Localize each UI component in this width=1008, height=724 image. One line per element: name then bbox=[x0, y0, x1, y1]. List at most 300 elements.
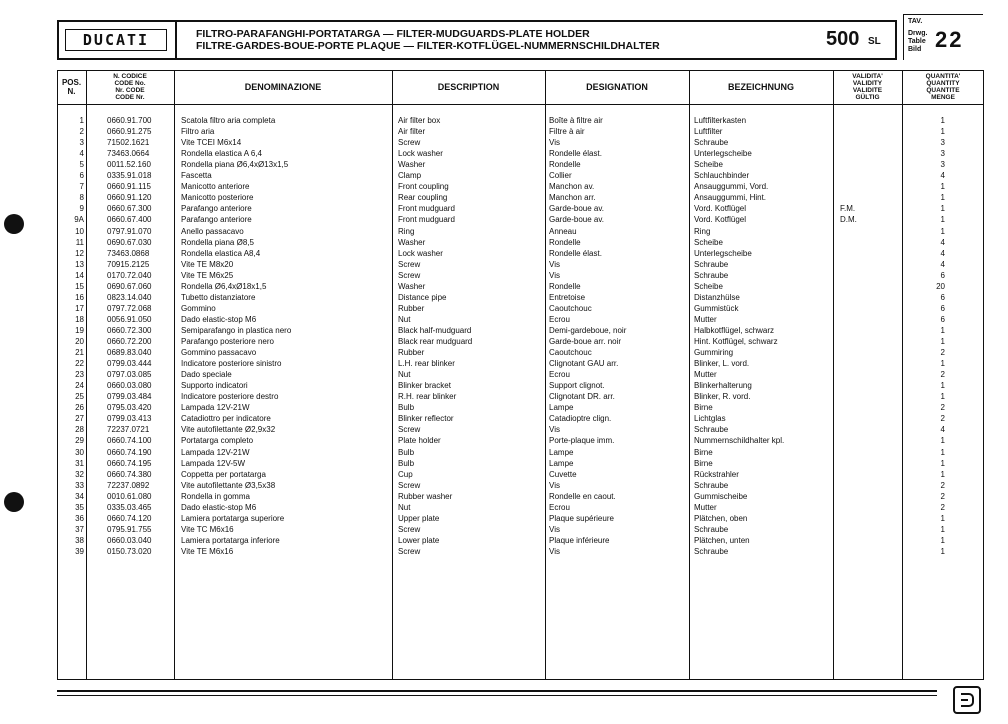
row-pos: 28 bbox=[75, 425, 84, 435]
column-divider bbox=[86, 70, 87, 680]
row-bezeichnung: Gummistück bbox=[694, 303, 739, 313]
row-quantity: 1 bbox=[940, 116, 945, 125]
row-designation: Vis bbox=[549, 270, 560, 280]
row-description: Screw bbox=[398, 524, 421, 534]
row-designation: Clignotant GAU arr. bbox=[549, 359, 619, 369]
row-bezeichnung: Scheibe bbox=[694, 281, 723, 291]
row-denominazione: Vite autofilettante Ø2,9x32 bbox=[181, 425, 276, 435]
row-bezeichnung: Distanzhülse bbox=[694, 292, 740, 302]
brand-logo: DUCATI bbox=[65, 29, 167, 51]
footer-rule bbox=[57, 690, 937, 692]
col-header-validity-line: GÜLTIG bbox=[855, 94, 880, 101]
row-quantity: 1 bbox=[940, 359, 945, 369]
row-code: 0010.61.080 bbox=[107, 491, 152, 501]
col-header-quantity-line: QUANTITE bbox=[926, 87, 960, 94]
row-pos: 20 bbox=[75, 337, 84, 346]
row-bezeichnung: Luftfilterkasten bbox=[694, 116, 747, 125]
row-bezeichnung: Halbkotflügel, schwarz bbox=[694, 325, 775, 335]
row-pos: 9A bbox=[74, 215, 84, 225]
row-designation: Boîte à filtre air bbox=[549, 116, 603, 125]
row-quantity: 1 bbox=[940, 325, 945, 335]
row-quantity: 3 bbox=[940, 149, 945, 159]
row-bezeichnung: Birne bbox=[694, 458, 713, 468]
col-header-validity-line: VALIDITE bbox=[852, 87, 883, 94]
row-designation: Collier bbox=[549, 171, 572, 181]
row-denominazione: Indicatore posteriore destro bbox=[181, 392, 279, 402]
row-denominazione: Portatarga completo bbox=[181, 436, 254, 446]
row-pos: 26 bbox=[75, 403, 84, 413]
row-code: 0660.67.300 bbox=[107, 204, 152, 214]
row-denominazione: Fascetta bbox=[181, 171, 212, 181]
row-pos: 22 bbox=[75, 359, 84, 369]
col-header-denominazione: DENOMINAZIONE bbox=[244, 82, 322, 92]
col-header-quantity-line: QUANTITY bbox=[926, 80, 960, 87]
row-description: Screw bbox=[398, 259, 421, 269]
col-header-code-line: Nr. CODE bbox=[115, 87, 145, 94]
row-validity: F.M. bbox=[840, 204, 856, 214]
row-designation: Vis bbox=[549, 138, 560, 148]
row-designation: Support clignot. bbox=[549, 381, 605, 391]
row-code: 0660.74.120 bbox=[107, 513, 152, 523]
row-designation: Catadioptre clign. bbox=[549, 414, 612, 424]
row-denominazione: Vite TCEI M6x14 bbox=[181, 138, 242, 148]
row-quantity: 6 bbox=[940, 292, 945, 302]
row-designation: Vis bbox=[549, 259, 560, 269]
row-description: Cup bbox=[398, 469, 413, 479]
row-bezeichnung: Scheibe bbox=[694, 237, 723, 247]
column-divider bbox=[545, 70, 546, 680]
row-denominazione: Lampada 12V-21W bbox=[181, 403, 250, 413]
row-designation: Garde-boue av. bbox=[549, 204, 604, 214]
row-bezeichnung: Birne bbox=[694, 403, 713, 413]
row-code: 0150.73.020 bbox=[107, 546, 152, 556]
row-denominazione: Dado elastic-stop M6 bbox=[181, 314, 257, 324]
row-code: 0056.91.050 bbox=[107, 314, 152, 324]
row-denominazione: Dado elastic-stop M6 bbox=[181, 502, 257, 512]
model-suffix: SL bbox=[868, 36, 881, 47]
row-denominazione: Vite TE M6x16 bbox=[181, 546, 234, 556]
row-quantity: 1 bbox=[940, 469, 945, 479]
col-header-pos bbox=[57, 78, 86, 96]
row-denominazione: Filtro aria bbox=[181, 127, 215, 137]
row-code: 0795.03.420 bbox=[107, 403, 152, 413]
row-denominazione: Dado speciale bbox=[181, 370, 232, 380]
row-description: Rubber washer bbox=[398, 491, 453, 501]
row-quantity: 1 bbox=[940, 436, 945, 446]
row-pos: 10 bbox=[75, 226, 84, 236]
table-label-table: Table bbox=[908, 38, 926, 45]
row-bezeichnung: Birne bbox=[694, 447, 713, 457]
row-pos: 23 bbox=[75, 370, 84, 380]
row-description: Screw bbox=[398, 480, 421, 490]
row-denominazione: Rondella piana Ø8,5 bbox=[181, 237, 254, 247]
row-code: 0170.72.040 bbox=[107, 270, 152, 280]
row-denominazione: Vite autofilettante Ø3,5x38 bbox=[181, 480, 276, 490]
row-code: 0795.91.755 bbox=[107, 524, 152, 534]
row-quantity: 1 bbox=[940, 204, 945, 214]
row-code: 73463.0868 bbox=[107, 248, 150, 258]
col-header-pos-line: POS. bbox=[61, 78, 82, 87]
column-divider bbox=[174, 70, 175, 680]
row-bezeichnung: Schraube bbox=[694, 546, 729, 556]
row-bezeichnung: Mutter bbox=[694, 502, 717, 512]
row-quantity: 1 bbox=[940, 182, 945, 192]
row-code: 0799.03.413 bbox=[107, 414, 152, 424]
row-pos: 39 bbox=[75, 546, 84, 556]
row-bezeichnung: Scheibe bbox=[694, 160, 723, 170]
row-pos: 33 bbox=[75, 480, 84, 490]
row-quantity: 1 bbox=[940, 546, 945, 556]
row-pos: 31 bbox=[75, 458, 84, 468]
row-code: 0799.03.484 bbox=[107, 392, 152, 402]
row-bezeichnung: Unterlegscheibe bbox=[694, 248, 752, 258]
row-quantity: 3 bbox=[940, 160, 945, 170]
table-label-drwg: Drwg. bbox=[908, 30, 928, 37]
row-code: 0823.14.040 bbox=[107, 292, 152, 302]
row-pos: 32 bbox=[75, 469, 84, 479]
row-denominazione: Rondella Ø6,4xØ18x1,5 bbox=[181, 281, 267, 291]
row-description: Washer bbox=[398, 281, 426, 291]
row-pos: 16 bbox=[75, 292, 84, 302]
row-designation: Vis bbox=[549, 546, 560, 556]
row-designation: Lampe bbox=[549, 447, 574, 457]
row-description: Blinker reflector bbox=[398, 414, 454, 424]
row-bezeichnung: Vord. Kotflügel bbox=[694, 215, 747, 225]
row-designation: Clignotant DR. arr. bbox=[549, 392, 615, 402]
punch-hole-bottom bbox=[4, 492, 24, 512]
row-bezeichnung: Plätchen, oben bbox=[694, 513, 748, 523]
row-denominazione: Lamiera portatarga superiore bbox=[181, 513, 285, 523]
row-pos: 1 bbox=[79, 116, 84, 125]
row-designation: Vis bbox=[549, 480, 560, 490]
row-description: Screw bbox=[398, 270, 421, 280]
row-quantity: 3 bbox=[940, 138, 945, 148]
row-description: Plate holder bbox=[398, 436, 441, 446]
row-quantity: 1 bbox=[940, 513, 945, 523]
row-bezeichnung: Lichtglas bbox=[694, 414, 726, 424]
row-denominazione: Vite TE M8x20 bbox=[181, 259, 234, 269]
row-code: 0689.83.040 bbox=[107, 348, 152, 358]
row-code: 0690.67.030 bbox=[107, 237, 152, 247]
col-header-code-line: CODE No. bbox=[114, 80, 146, 87]
row-denominazione: Lampada 12V-5W bbox=[181, 458, 246, 468]
row-designation: Filtre à air bbox=[549, 127, 585, 137]
row-description: Clamp bbox=[398, 171, 422, 181]
row-description: Blinker bracket bbox=[398, 381, 451, 391]
row-description: Screw bbox=[398, 425, 421, 435]
row-bezeichnung: Schraube bbox=[694, 524, 729, 534]
row-quantity: 1 bbox=[940, 392, 945, 402]
row-quantity: 2 bbox=[940, 370, 945, 380]
row-bezeichnung: Blinkerhalterung bbox=[694, 381, 752, 391]
row-pos: 8 bbox=[79, 193, 84, 203]
row-quantity: 4 bbox=[940, 248, 945, 258]
row-code: 0660.72.300 bbox=[107, 325, 152, 335]
row-code: 0660.72.200 bbox=[107, 337, 152, 346]
row-code: 0660.74.195 bbox=[107, 458, 152, 468]
row-bezeichnung: Unterlegscheibe bbox=[694, 149, 752, 159]
brand-mark-icon bbox=[953, 686, 981, 714]
row-pos: 18 bbox=[75, 314, 84, 324]
row-quantity: 1 bbox=[940, 226, 945, 236]
row-designation: Garde-boue arr. noir bbox=[549, 337, 622, 346]
row-description: Nut bbox=[398, 502, 411, 512]
row-code: 0660.91.700 bbox=[107, 116, 152, 125]
row-quantity: 2 bbox=[940, 403, 945, 413]
row-designation: Manchon arr. bbox=[549, 193, 596, 203]
row-code: 0797.03.085 bbox=[107, 370, 152, 380]
punch-hole-top bbox=[4, 214, 24, 234]
row-description: Bulb bbox=[398, 403, 415, 413]
row-code: 73463.0664 bbox=[107, 149, 150, 159]
col-header-quantity-line: MENGE bbox=[931, 94, 955, 101]
row-denominazione: Parafango anteriore bbox=[181, 215, 252, 225]
row-designation: Vis bbox=[549, 524, 560, 534]
row-denominazione: Rondella in gomma bbox=[181, 491, 250, 501]
table-label-tav: TAV. bbox=[908, 18, 923, 25]
row-code: 0660.67.400 bbox=[107, 215, 152, 225]
row-description: Bulb bbox=[398, 447, 415, 457]
row-pos: 9 bbox=[79, 204, 84, 214]
row-code: 0011.52.160 bbox=[107, 160, 151, 170]
row-denominazione: Tubetto distanziatore bbox=[181, 292, 256, 302]
row-code: 0660.91.275 bbox=[107, 127, 152, 137]
row-denominazione: Parafango anteriore bbox=[181, 204, 252, 214]
col-header-description: DESCRIPTION bbox=[437, 82, 500, 92]
row-code: 70915.2125 bbox=[107, 259, 150, 269]
column-divider bbox=[833, 70, 834, 680]
row-pos: 2 bbox=[79, 127, 84, 137]
row-denominazione: Vite TE M6x25 bbox=[181, 270, 234, 280]
row-quantity: 1 bbox=[940, 524, 945, 534]
row-description: Air filter bbox=[398, 127, 426, 137]
row-description: Screw bbox=[398, 138, 421, 148]
col-header-pos-line: N. bbox=[67, 87, 76, 96]
row-code: 0335.03.465 bbox=[107, 502, 152, 512]
row-quantity: 4 bbox=[940, 237, 945, 247]
row-designation: Rondelle bbox=[549, 281, 581, 291]
row-bezeichnung: Ring bbox=[694, 226, 711, 236]
row-quantity: 1 bbox=[940, 215, 945, 225]
row-quantity: 1 bbox=[940, 535, 945, 545]
row-code: 71502.1621 bbox=[107, 138, 150, 148]
row-designation: Plaque inférieure bbox=[549, 535, 610, 545]
row-description: L.H. rear blinker bbox=[398, 359, 455, 369]
row-designation: Manchon av. bbox=[549, 182, 595, 192]
col-header-designation: DESIGNATION bbox=[586, 82, 648, 92]
row-denominazione: Coppetta per portatarga bbox=[181, 469, 266, 479]
row-bezeichnung: Vord. Kotflügel bbox=[694, 204, 747, 214]
row-designation: Lampe bbox=[549, 403, 574, 413]
row-pos: 11 bbox=[75, 237, 84, 247]
row-code: 72237.0892 bbox=[107, 480, 150, 490]
row-quantity: 2 bbox=[940, 348, 945, 358]
row-code: 0660.91.120 bbox=[107, 193, 152, 203]
row-bezeichnung: Mutter bbox=[694, 370, 717, 380]
table-label-bild: Bild bbox=[908, 46, 922, 53]
row-bezeichnung: Hint. Kotflügel, schwarz bbox=[694, 337, 778, 346]
row-description: Front mudguard bbox=[398, 215, 455, 225]
row-description: Washer bbox=[398, 237, 426, 247]
row-description: Lock washer bbox=[398, 248, 443, 258]
row-pos: 5 bbox=[79, 160, 84, 170]
row-bezeichnung: Nummernschildhalter kpl. bbox=[694, 436, 785, 446]
row-designation: Plaque supérieure bbox=[549, 513, 614, 523]
col-header-bezeichnung: BEZEICHNUNG bbox=[727, 82, 794, 92]
row-pos: 4 bbox=[79, 149, 84, 159]
row-denominazione: Lamiera portatarga inferiore bbox=[181, 535, 280, 545]
row-quantity: 2 bbox=[940, 414, 945, 424]
row-designation: Anneau bbox=[549, 226, 577, 236]
row-quantity: 4 bbox=[940, 171, 945, 181]
row-designation: Cuvette bbox=[549, 469, 577, 479]
row-designation: Vis bbox=[549, 425, 560, 435]
row-denominazione: Gommino passacavo bbox=[181, 348, 257, 358]
row-denominazione: Anello passacavo bbox=[181, 226, 244, 236]
row-pos: 37 bbox=[75, 524, 84, 534]
row-description: Rubber bbox=[398, 303, 425, 313]
row-denominazione: Rondella elastica A 6,4 bbox=[181, 149, 262, 159]
row-denominazione: Indicatore posteriore sinistro bbox=[181, 359, 282, 369]
row-bezeichnung: Gummischeibe bbox=[694, 491, 748, 501]
row-bezeichnung: Schraube bbox=[694, 270, 729, 280]
row-pos: 17 bbox=[75, 303, 84, 313]
row-designation: Ecrou bbox=[549, 502, 570, 512]
row-designation: Rondelle bbox=[549, 160, 581, 170]
row-description: Black rear mudguard bbox=[398, 337, 473, 346]
row-pos: 34 bbox=[75, 491, 84, 501]
row-quantity: 2 bbox=[940, 491, 945, 501]
row-description: Lower plate bbox=[398, 535, 440, 545]
row-designation: Lampe bbox=[549, 458, 574, 468]
row-designation: Caoutchouc bbox=[549, 348, 592, 358]
row-denominazione: Parafango posteriore nero bbox=[181, 337, 274, 346]
row-bezeichnung: Luftfilter bbox=[694, 127, 723, 137]
row-denominazione: Manicotto anteriore bbox=[181, 182, 250, 192]
row-bezeichnung: Mutter bbox=[694, 314, 717, 324]
row-designation: Garde-boue av. bbox=[549, 215, 604, 225]
row-pos: 29 bbox=[75, 436, 84, 446]
row-code: 72237.0721 bbox=[107, 425, 150, 435]
row-designation: Rondelle élast. bbox=[549, 149, 602, 159]
row-designation: Rondelle bbox=[549, 237, 581, 247]
row-designation: Rondelle élast. bbox=[549, 248, 602, 258]
column-divider bbox=[392, 70, 393, 680]
brand-logo-cell bbox=[57, 20, 177, 60]
row-denominazione: Gommino bbox=[181, 303, 216, 313]
row-pos: 7 bbox=[79, 182, 84, 192]
row-pos: 3 bbox=[79, 138, 84, 148]
row-denominazione: Vite TC M6x16 bbox=[181, 524, 234, 534]
row-quantity: 1 bbox=[940, 337, 945, 346]
col-header-validity bbox=[833, 73, 902, 101]
row-bezeichnung: Gummiring bbox=[694, 348, 734, 358]
row-description: Distance pipe bbox=[398, 292, 447, 302]
row-bezeichnung: Schraube bbox=[694, 138, 729, 148]
row-quantity: 2 bbox=[940, 480, 945, 490]
row-bezeichnung: Rückstrahler bbox=[694, 469, 739, 479]
row-denominazione: Rondella elastica A8,4 bbox=[181, 248, 261, 258]
row-description: Washer bbox=[398, 160, 426, 170]
row-denominazione: Supporto indicatori bbox=[181, 381, 248, 391]
row-description: Bulb bbox=[398, 458, 415, 468]
row-designation: Ecrou bbox=[549, 314, 570, 324]
row-description: Ring bbox=[398, 226, 415, 236]
row-designation: Rondelle en caout. bbox=[549, 491, 616, 501]
footer-rule-thin bbox=[57, 695, 937, 696]
row-quantity: 6 bbox=[940, 303, 945, 313]
col-header-code-line: N. CODICE bbox=[113, 73, 147, 80]
row-pos: 38 bbox=[75, 535, 84, 545]
row-quantity: 1 bbox=[940, 458, 945, 468]
row-description: Rear coupling bbox=[398, 193, 448, 203]
row-description: R.H. rear blinker bbox=[398, 392, 457, 402]
row-designation: Demi-gardeboue, noir bbox=[549, 325, 627, 335]
row-pos: 21 bbox=[75, 348, 84, 358]
row-quantity: 2 bbox=[940, 502, 945, 512]
row-pos: 30 bbox=[75, 447, 84, 457]
col-header-validity-line: VALIDITY bbox=[852, 80, 883, 87]
row-bezeichnung: Schraube bbox=[694, 480, 729, 490]
row-designation: Caoutchouc bbox=[549, 303, 592, 313]
row-pos: 6 bbox=[79, 171, 84, 181]
row-description: Nut bbox=[398, 314, 411, 324]
row-code: 0660.91.115 bbox=[107, 182, 151, 192]
row-pos: 27 bbox=[75, 414, 84, 424]
row-designation: Entretoise bbox=[549, 292, 586, 302]
row-bezeichnung: Ansauggummi, Hint. bbox=[694, 193, 767, 203]
row-code: 0660.74.100 bbox=[107, 436, 152, 446]
row-denominazione: Manicotto posteriore bbox=[181, 193, 254, 203]
col-header-validity-line: VALIDITA' bbox=[852, 73, 883, 80]
row-description: Upper plate bbox=[398, 513, 440, 523]
row-description: Front coupling bbox=[398, 182, 449, 192]
row-bezeichnung: Schraube bbox=[694, 259, 729, 269]
row-bezeichnung: Blinker, L. vord. bbox=[694, 359, 750, 369]
column-divider bbox=[902, 70, 903, 680]
row-quantity: 6 bbox=[940, 314, 945, 324]
row-code: 0660.03.080 bbox=[107, 381, 152, 391]
header-rule bbox=[57, 104, 984, 105]
row-quantity: 4 bbox=[940, 259, 945, 269]
row-pos: 36 bbox=[75, 513, 84, 523]
row-denominazione: Rondella piana Ø6,4xØ13x1,5 bbox=[181, 160, 289, 170]
row-denominazione: Semiparafango in plastica nero bbox=[181, 325, 292, 335]
row-denominazione: Scatola filtro aria completa bbox=[181, 116, 276, 125]
row-pos: 24 bbox=[75, 381, 84, 391]
row-description: Air filter box bbox=[398, 116, 441, 125]
row-pos: 12 bbox=[75, 248, 84, 258]
row-code: 0797.91.070 bbox=[107, 226, 152, 236]
row-quantity: 4 bbox=[940, 425, 945, 435]
row-description: Screw bbox=[398, 546, 421, 556]
row-pos: 19 bbox=[75, 325, 84, 335]
row-code: 0335.91.018 bbox=[107, 171, 152, 181]
row-quantity: 1 bbox=[940, 447, 945, 457]
row-code: 0660.74.190 bbox=[107, 447, 152, 457]
row-code: 0799.03.444 bbox=[107, 359, 152, 369]
row-denominazione: Catadiottro per indicatore bbox=[181, 414, 271, 424]
row-quantity: 1 bbox=[940, 381, 945, 391]
row-pos: 15 bbox=[75, 281, 84, 291]
row-code: 0660.74.380 bbox=[107, 469, 152, 479]
row-description: Nut bbox=[398, 370, 411, 380]
col-header-quantity bbox=[902, 73, 984, 101]
column-divider bbox=[689, 70, 690, 680]
col-header-code-line: CODE Nr. bbox=[115, 94, 145, 101]
row-quantity: 1 bbox=[940, 193, 945, 203]
row-description: Lock washer bbox=[398, 149, 443, 159]
